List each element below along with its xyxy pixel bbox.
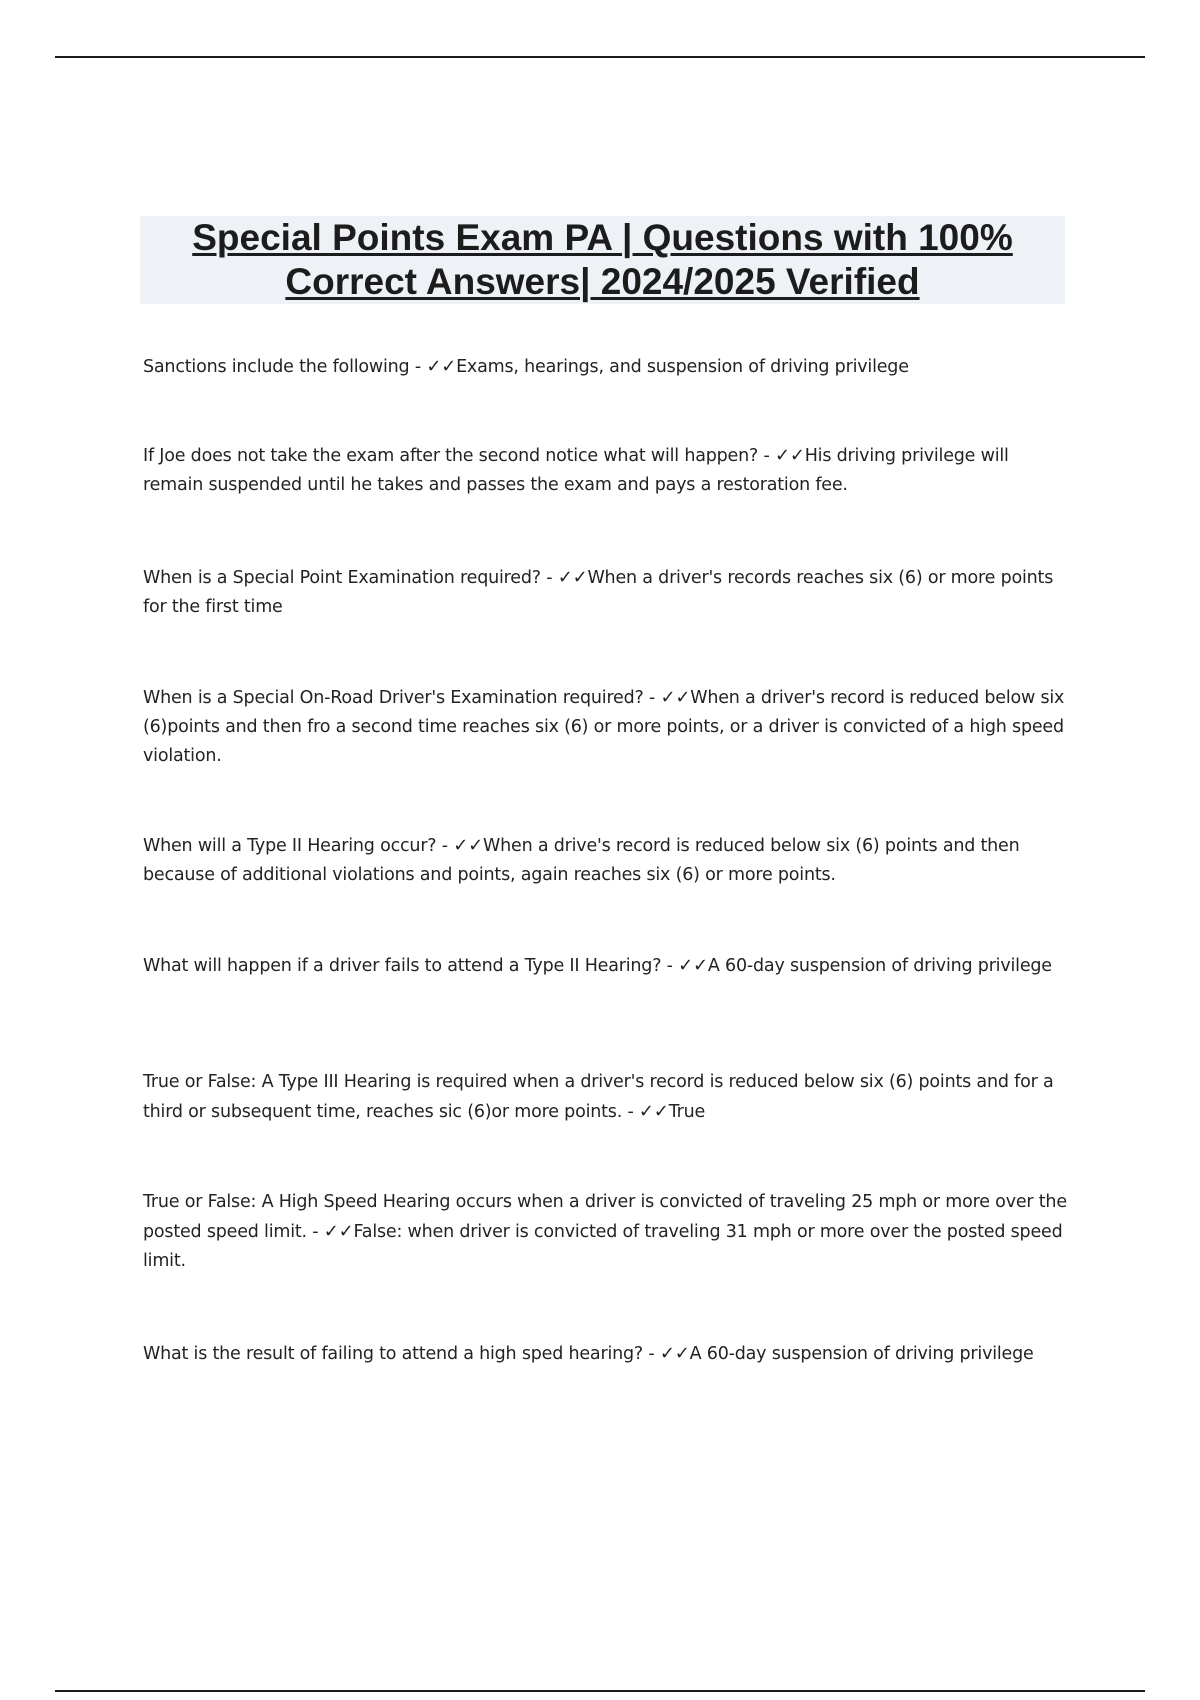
qa-item bbox=[143, 683, 1068, 771]
top-rule bbox=[55, 56, 1145, 58]
separator: - bbox=[436, 836, 454, 856]
separator: - bbox=[622, 1102, 639, 1122]
answer-text: When a driver's records reaches six (6) or more points for the first time bbox=[143, 568, 1054, 617]
separator: - bbox=[409, 357, 427, 377]
question-text: When is a Special On-Road Driver's Examination required? bbox=[143, 688, 644, 708]
question-text: What is the result of failing to attend a high sped hearing? bbox=[143, 1344, 644, 1364]
qa-item bbox=[143, 951, 1068, 981]
question-text: When will a Type II Hearing occur? bbox=[143, 836, 437, 856]
question-text: Sanctions include the following bbox=[143, 357, 410, 377]
qa-item bbox=[143, 352, 1068, 382]
bottom-rule bbox=[55, 1690, 1145, 1692]
double-check-icon: ✓✓ bbox=[678, 955, 708, 976]
answer-text: True bbox=[668, 1102, 706, 1122]
double-check-icon: ✓✓ bbox=[557, 567, 588, 588]
question-text: True or False: A Type III Hearing is required when a driver's record is reduced below six (6) points and for a third or subsequent time, reaches sic (6)or more points. bbox=[143, 1072, 1054, 1122]
question-text: When is a Special Point Examination required? bbox=[143, 568, 541, 588]
qa-item bbox=[143, 563, 1068, 622]
answer-text: When a drive's record is reduced below six (6) points and then because of additional violations and points, again reaches six (6) or more points. bbox=[143, 836, 1020, 885]
answer-text: A 60-day suspension of driving privilege bbox=[707, 956, 1052, 976]
question-text: True or False: A High Speed Hearing occurs when a driver is convicted of traveling 25 mph or more over the posted speed limit. bbox=[143, 1192, 1067, 1242]
answer-text: When a driver's record is reduced below six (6)points and then fro a second time reaches six (6) or more points, or a driver is convicted of a high speed violation. bbox=[143, 688, 1065, 766]
qa-item bbox=[143, 1188, 1068, 1276]
title-line-1: Special Points Exam PA | Questions with 100% bbox=[192, 217, 1013, 258]
separator: - bbox=[661, 956, 679, 976]
double-check-icon: ✓✓ bbox=[426, 356, 457, 377]
qa-item bbox=[143, 441, 1068, 500]
separator: - bbox=[758, 446, 775, 466]
double-check-icon: ✓✓ bbox=[323, 1221, 354, 1242]
question-text: If Joe does not take the exam after the second notice what will happen? bbox=[143, 446, 759, 466]
document-title bbox=[140, 216, 1065, 304]
double-check-icon: ✓✓ bbox=[638, 1101, 669, 1122]
answer-text: False: when driver is convicted of traveling 31 mph or more over the posted speed limit. bbox=[143, 1222, 1063, 1271]
answer-text: Exams, hearings, and suspension of driving privilege bbox=[456, 357, 909, 377]
answer-text: A 60-day suspension of driving privilege bbox=[689, 1344, 1034, 1364]
qa-item bbox=[143, 1339, 1068, 1369]
double-check-icon: ✓✓ bbox=[659, 1343, 690, 1364]
double-check-icon: ✓✓ bbox=[660, 687, 691, 708]
qa-item bbox=[143, 831, 1068, 890]
separator: - bbox=[540, 568, 558, 588]
question-text: What will happen if a driver fails to attend a Type II Hearing? bbox=[143, 956, 662, 976]
answer-text: His driving privilege will remain suspended until he takes and passes the exam and pays a restoration fee. bbox=[143, 446, 1009, 495]
double-check-icon: ✓✓ bbox=[453, 835, 484, 856]
double-check-icon: ✓✓ bbox=[774, 445, 805, 466]
separator: - bbox=[643, 1344, 660, 1364]
title-line-2: Correct Answers| 2024/2025 Verified bbox=[285, 261, 920, 302]
qa-item bbox=[143, 1068, 1068, 1127]
separator: - bbox=[643, 688, 661, 708]
separator: - bbox=[306, 1222, 324, 1242]
